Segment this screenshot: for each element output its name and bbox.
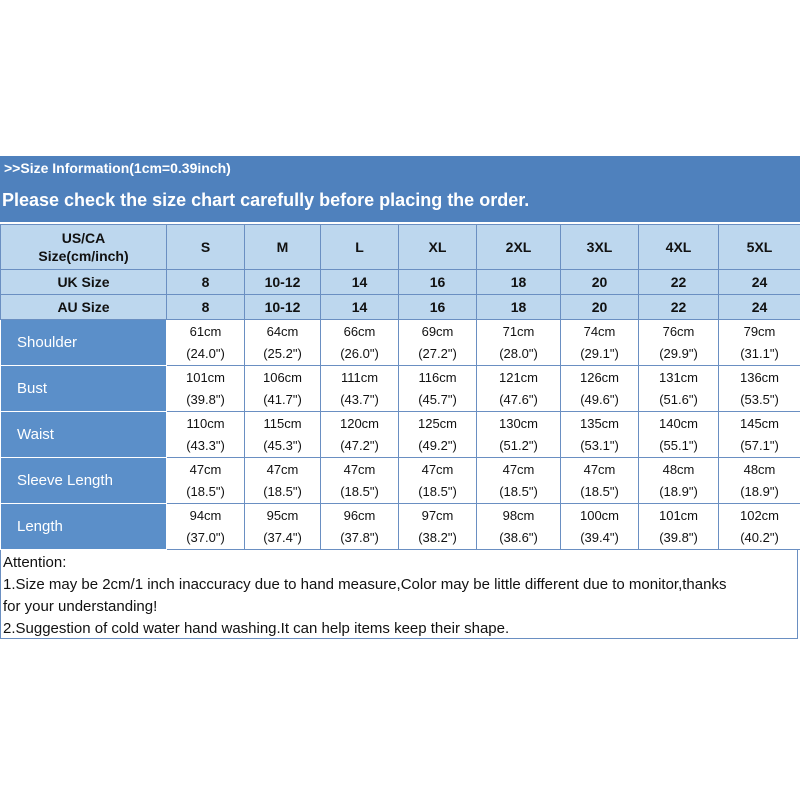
au-size-cell: 10-12 xyxy=(245,295,321,320)
us-size-cell: 3XL xyxy=(561,225,639,270)
uk-size-cell: 10-12 xyxy=(245,270,321,295)
measurement-cm: 126cm xyxy=(579,369,620,385)
measurement-cell xyxy=(719,320,800,366)
measurement-cm: 116cm xyxy=(418,369,457,385)
measurement-inch: (18.5") xyxy=(340,483,379,499)
measurement-inch: (28.0") xyxy=(499,345,538,361)
measurement-inch: (29.1") xyxy=(580,345,619,361)
us-size-label xyxy=(1,225,167,270)
measurement-inch: (18.5") xyxy=(418,483,457,499)
measurement-inch: (45.3") xyxy=(263,437,302,453)
measurement-cell xyxy=(245,458,321,504)
au-size-cell: 20 xyxy=(561,295,639,320)
measurement-inch: (37.0") xyxy=(186,529,225,545)
au-size-cell: 24 xyxy=(719,295,800,320)
measurement-inch: (18.5") xyxy=(580,483,619,499)
measurement-row xyxy=(1,320,800,366)
measurement-cm: 94cm xyxy=(189,507,222,523)
measurement-cm: 145cm xyxy=(739,415,780,431)
measurement-inch: (38.2") xyxy=(418,529,457,545)
measurement-cell xyxy=(719,412,800,458)
size-table xyxy=(0,224,800,550)
measurement-cell xyxy=(719,458,800,504)
measurement-cm: 136cm xyxy=(739,369,780,385)
us-size-cell: XL xyxy=(399,225,477,270)
measurement-cell xyxy=(639,366,719,412)
measurement-cm: 47cm xyxy=(421,461,454,477)
measurement-inch: (57.1") xyxy=(740,437,779,453)
measurement-cm: 74cm xyxy=(583,323,616,339)
measurement-inch: (37.4") xyxy=(263,529,302,545)
measurement-inch: (25.2") xyxy=(263,345,302,361)
measurement-inch: (49.6") xyxy=(580,391,619,407)
measurement-cell xyxy=(477,412,561,458)
measurement-cm: 140cm xyxy=(658,415,699,431)
measurement-inch: (39.8") xyxy=(186,391,225,407)
measurement-row xyxy=(1,412,800,458)
uk-size-cell: 22 xyxy=(639,270,719,295)
measurement-cell xyxy=(477,320,561,366)
measurement-cm: 102cm xyxy=(739,507,780,523)
measurement-inch: (39.8") xyxy=(659,529,698,545)
measurement-inch: (43.7") xyxy=(340,391,379,407)
measurement-cm: 47cm xyxy=(343,461,376,477)
uk-size-row xyxy=(1,270,800,295)
measurement-inch: (55.1") xyxy=(659,437,698,453)
measurement-inch: (41.7") xyxy=(263,391,302,407)
uk-size-cell: 18 xyxy=(477,270,561,295)
measurement-inch: (53.1") xyxy=(580,437,619,453)
measurement-cell xyxy=(399,412,477,458)
measurement-cell xyxy=(245,366,321,412)
measurement-cm: 69cm xyxy=(421,323,454,339)
au-size-cell: 16 xyxy=(399,295,477,320)
measurement-inch: (24.0") xyxy=(186,345,225,361)
measurement-cell xyxy=(321,412,399,458)
attention-notes xyxy=(0,550,798,639)
us-size-cell: L xyxy=(321,225,399,270)
measurement-cell xyxy=(561,412,639,458)
measurement-cm: 47cm xyxy=(266,461,299,477)
measurement-cell xyxy=(245,504,321,550)
measurement-cm: 76cm xyxy=(662,323,695,339)
measurement-cm: 96cm xyxy=(343,507,376,523)
size-notice: Please check the size chart carefully before placing the order. xyxy=(2,190,530,210)
measurement-cell xyxy=(639,458,719,504)
measurement-inch: (47.2") xyxy=(340,437,379,453)
measurement-cm: 100cm xyxy=(579,507,620,523)
measurement-cell xyxy=(639,412,719,458)
measurement-cm: 135cm xyxy=(579,415,620,431)
measurement-cm: 47cm xyxy=(189,461,222,477)
measurement-row xyxy=(1,366,800,412)
measurement-cm: 101cm xyxy=(185,369,226,385)
measurement-cell xyxy=(245,320,321,366)
measurement-cell xyxy=(399,458,477,504)
measurement-cell xyxy=(399,320,477,366)
au-size-cell: 8 xyxy=(167,295,245,320)
measurement-cm: 121cm xyxy=(498,369,539,385)
measurement-inch: (37.8") xyxy=(340,529,379,545)
us-size-label-line1: US/CA xyxy=(61,230,106,246)
measurement-cm: 130cm xyxy=(498,415,539,431)
measurement-cm: 97cm xyxy=(421,507,454,523)
measurement-inch: (53.5") xyxy=(740,391,779,407)
measurement-cell xyxy=(561,366,639,412)
measurement-label: Shoulder xyxy=(1,320,167,366)
measurement-cm: 95cm xyxy=(266,507,299,523)
uk-size-cell: 24 xyxy=(719,270,800,295)
au-size-cell: 18 xyxy=(477,295,561,320)
measurement-inch: (38.6") xyxy=(499,529,538,545)
us-size-cell: S xyxy=(167,225,245,270)
attention-note-1: 1.Size may be 2cm/1 inch inaccuracy due to hand measure,Color may be little different due to monitor,thanks xyxy=(3,576,727,593)
measurement-cell xyxy=(399,366,477,412)
measurement-inch: (31.1") xyxy=(740,345,779,361)
size-info-title: >>Size Information(1cm=0.39inch) xyxy=(4,160,231,176)
measurement-inch: (39.4") xyxy=(580,529,619,545)
measurement-cm: 47cm xyxy=(583,461,616,477)
attention-title: Attention: xyxy=(3,554,67,571)
measurement-cell xyxy=(477,458,561,504)
measurement-cm: 125cm xyxy=(417,415,458,431)
uk-size-cell: 8 xyxy=(167,270,245,295)
measurement-cell xyxy=(321,320,399,366)
measurement-inch: (49.2") xyxy=(418,437,457,453)
measurement-cell xyxy=(167,320,245,366)
measurement-cm: 64cm xyxy=(266,323,299,339)
measurement-inch: (18.9") xyxy=(740,483,779,499)
measurement-inch: (43.3") xyxy=(186,437,225,453)
measurement-inch: (51.2") xyxy=(499,437,538,453)
size-chart-header xyxy=(0,156,800,224)
au-size-cell: 14 xyxy=(321,295,399,320)
measurement-cell xyxy=(561,504,639,550)
measurement-cm: 110cm xyxy=(186,415,225,431)
measurement-inch: (45.7") xyxy=(418,391,457,407)
measurement-cm: 101cm xyxy=(658,507,699,523)
us-size-row xyxy=(1,225,800,270)
measurement-cm: 61cm xyxy=(189,323,222,339)
uk-size-cell: 14 xyxy=(321,270,399,295)
measurement-inch: (18.5") xyxy=(186,483,225,499)
measurement-cm: 66cm xyxy=(343,323,376,339)
measurement-inch: (51.6") xyxy=(659,391,698,407)
measurement-cell xyxy=(561,320,639,366)
measurement-cell xyxy=(321,504,399,550)
us-size-label-line2: Size(cm/inch) xyxy=(38,248,129,264)
measurement-cell xyxy=(477,366,561,412)
measurement-cell xyxy=(167,504,245,550)
us-size-cell: 4XL xyxy=(639,225,719,270)
measurement-cell xyxy=(477,504,561,550)
measurement-cm: 115cm xyxy=(263,415,302,431)
measurement-row xyxy=(1,458,800,504)
measurement-cell xyxy=(321,366,399,412)
measurement-cm: 48cm xyxy=(743,461,776,477)
measurement-cm: 79cm xyxy=(743,323,776,339)
measurement-cell xyxy=(167,412,245,458)
measurement-cm: 47cm xyxy=(502,461,535,477)
measurement-cm: 111cm xyxy=(340,369,379,385)
attention-note-2: 2.Suggestion of cold water hand washing.It can help items keep their shape. xyxy=(3,620,510,637)
measurement-inch: (40.2") xyxy=(740,529,779,545)
measurement-cell xyxy=(561,458,639,504)
measurement-row xyxy=(1,504,800,550)
measurement-inch: (18.9") xyxy=(659,483,698,499)
us-size-cell: 2XL xyxy=(477,225,561,270)
uk-size-cell: 20 xyxy=(561,270,639,295)
attention-note-1-cont: for your understanding! xyxy=(3,598,158,615)
measurement-inch: (18.5") xyxy=(263,483,302,499)
measurement-cm: 48cm xyxy=(662,461,695,477)
au-size-row xyxy=(1,295,800,320)
measurement-label: Length xyxy=(1,504,167,550)
measurement-cell xyxy=(639,320,719,366)
measurement-cell xyxy=(719,504,800,550)
measurement-cell xyxy=(167,458,245,504)
measurement-inch: (18.5") xyxy=(499,483,538,499)
measurement-cell xyxy=(245,412,321,458)
uk-size-label: UK Size xyxy=(1,270,167,295)
measurement-cell xyxy=(399,504,477,550)
uk-size-cell: 16 xyxy=(399,270,477,295)
size-chart xyxy=(0,156,800,639)
measurement-cm: 71cm xyxy=(502,323,535,339)
measurement-cm: 120cm xyxy=(339,415,380,431)
us-size-cell: 5XL xyxy=(719,225,800,270)
measurement-cm: 98cm xyxy=(502,507,535,523)
measurement-cell xyxy=(639,504,719,550)
measurement-cell xyxy=(167,366,245,412)
measurement-inch: (27.2") xyxy=(418,345,457,361)
au-size-cell: 22 xyxy=(639,295,719,320)
measurement-cell xyxy=(321,458,399,504)
measurement-inch: (26.0") xyxy=(340,345,379,361)
measurement-cell xyxy=(719,366,800,412)
measurement-cm: 131cm xyxy=(658,369,699,385)
au-size-label: AU Size xyxy=(1,295,167,320)
measurement-inch: (29.9") xyxy=(659,345,698,361)
measurement-label: Sleeve Length xyxy=(1,458,167,504)
us-size-cell: M xyxy=(245,225,321,270)
measurement-inch: (47.6") xyxy=(499,391,538,407)
measurement-label: Bust xyxy=(1,366,167,412)
measurement-label: Waist xyxy=(1,412,167,458)
measurement-cm: 106cm xyxy=(262,369,303,385)
